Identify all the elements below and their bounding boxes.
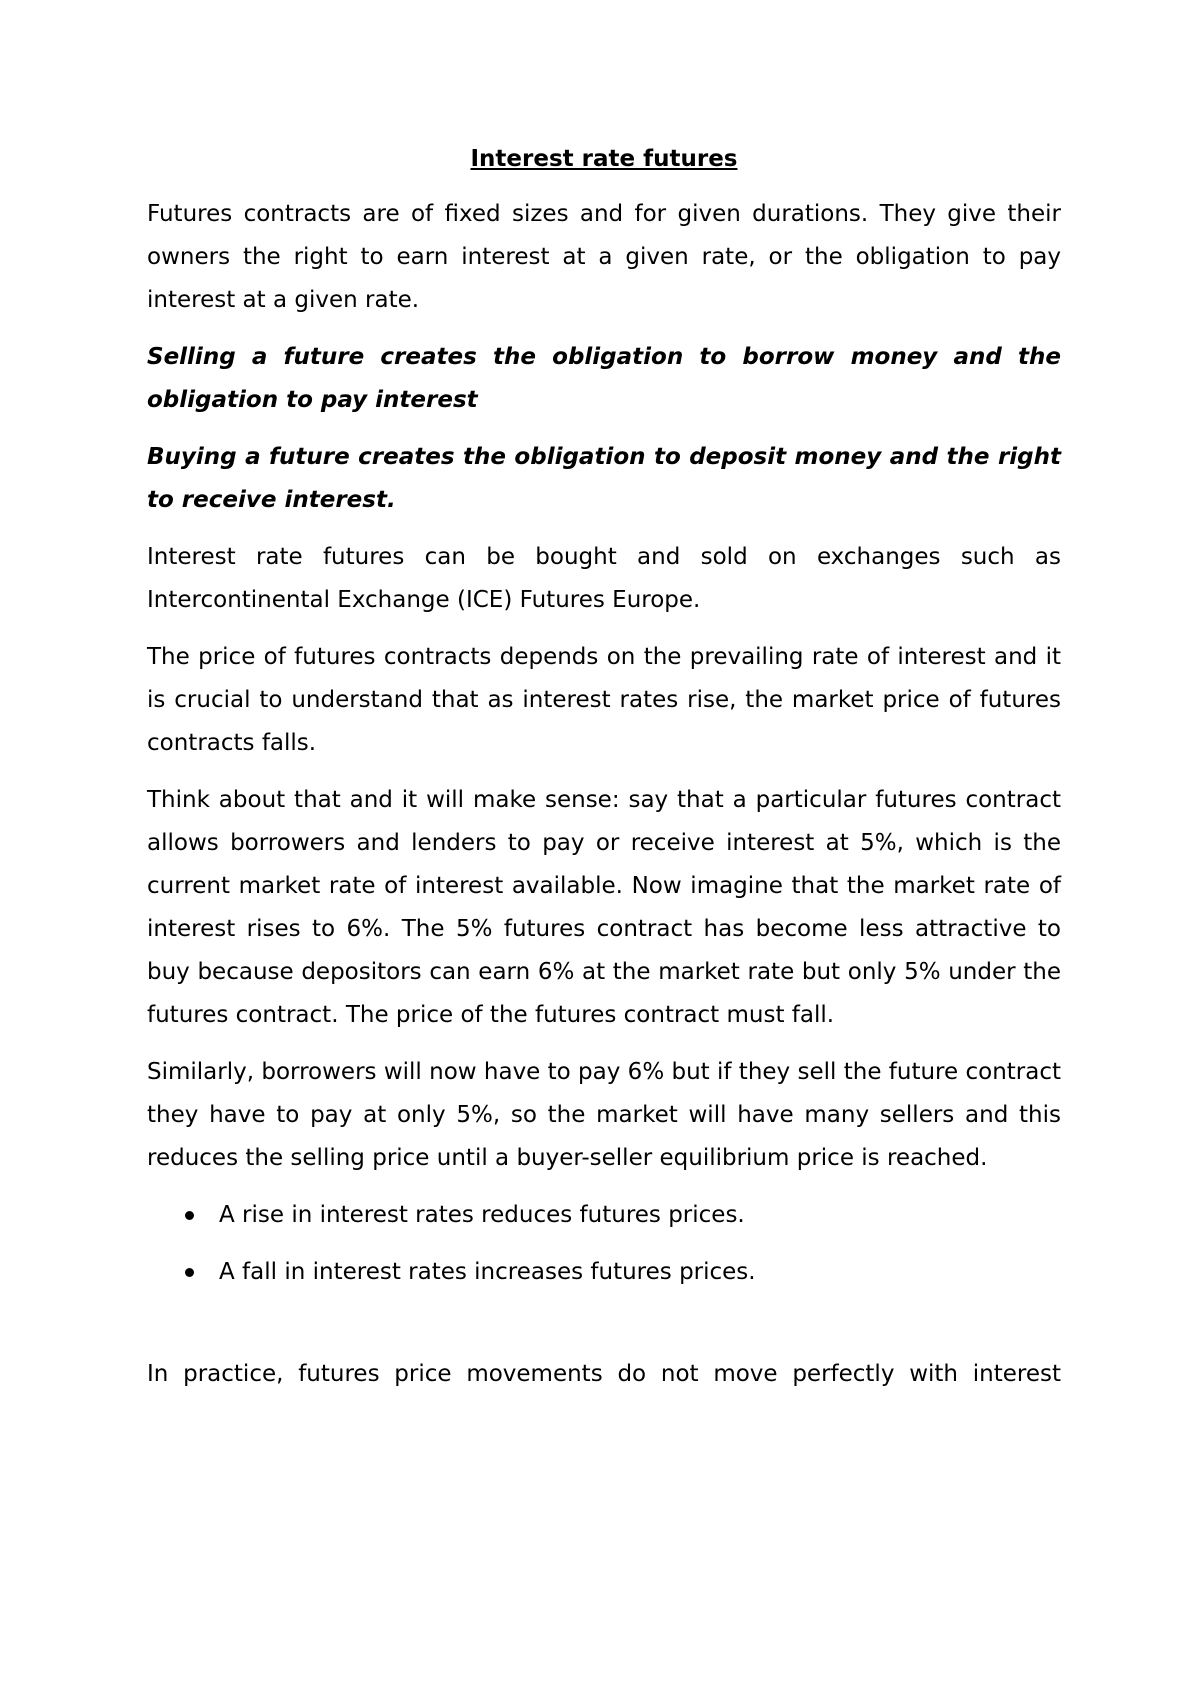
list-item bbox=[147, 1194, 1061, 1237]
document-page bbox=[147, 138, 1061, 1410]
paragraph-buying-future: Buying a future creates the obligation to deposit money and the right to receive interest. bbox=[147, 444, 1061, 513]
paragraph-selling-future: Selling a future creates the obligation to borrow money and the obligation to pay interest bbox=[147, 344, 1061, 413]
paragraph-price-dependency: The price of futures contracts depends on the prevailing rate of interest and it is crucial to understand that as interest rates rise, the market price of futures contracts falls. bbox=[147, 644, 1061, 756]
list-item-text: A rise in interest rates reduces futures prices. bbox=[219, 1202, 745, 1228]
page-title: Interest rate futures bbox=[470, 146, 738, 172]
paragraph-in-practice: In practice, futures price movements do not move perfectly with interest bbox=[147, 1361, 1061, 1387]
paragraph-example: Think about that and it will make sense: say that a particular futures contract allows borrowers and lenders to pay or receive interest at 5%, which is the current market rate of interest available. Now imagine that the market rate of interest rises to 6%. The 5% futures contract has become less attractive to buy because depositors can earn 6% at the market rate but only 5% under the futures contract. The price of the futures contract must fall. bbox=[147, 787, 1061, 1028]
paragraph-borrowers: Similarly, borrowers will now have to pay 6% but if they sell the future contract they have to pay at only 5%, so the market will have many sellers and this reduces the selling price until a buyer-seller equilibrium price is reached. bbox=[147, 1059, 1061, 1171]
list-item bbox=[147, 1251, 1061, 1294]
bullet-list bbox=[147, 1194, 1061, 1294]
bullet-icon bbox=[185, 1211, 194, 1220]
list-item-text: A fall in interest rates increases futures prices. bbox=[219, 1259, 756, 1285]
bullet-icon bbox=[185, 1268, 194, 1277]
paragraph-exchanges: Interest rate futures can be bought and sold on exchanges such as Intercontinental Exchange (ICE) Futures Europe. bbox=[147, 544, 1061, 613]
blank-line bbox=[147, 1308, 1061, 1353]
paragraph-intro: Futures contracts are of fixed sizes and for given durations. They give their owners the right to earn interest at a given rate, or the obligation to pay interest at a given rate. bbox=[147, 201, 1061, 313]
